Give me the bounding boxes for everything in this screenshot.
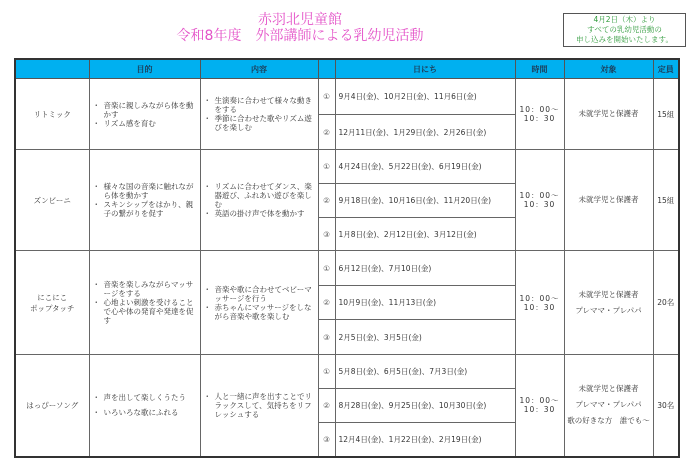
session-number: ③ — [318, 320, 335, 355]
session-number: ① — [318, 79, 335, 115]
content-item: ・ 音楽や歌に合わせてベビーマッサージを行う — [215, 285, 314, 303]
activity-name: はっぴーソング — [15, 355, 89, 457]
session-dates: 10月9日(金)、11月13日(金) — [335, 286, 515, 320]
table-row — [15, 355, 679, 389]
activity-name-line: にこにこ — [37, 292, 68, 302]
table-row — [15, 251, 679, 286]
session-dates: 9月18日(金)、10月16日(金)、11月20日(金) — [335, 184, 515, 218]
purpose-item: ・ いろいろな歌にふれる — [104, 408, 196, 417]
header-purpose: 目的 — [89, 59, 200, 79]
activity-content — [200, 79, 318, 150]
session-number: ① — [318, 355, 335, 389]
activity-content — [200, 355, 318, 457]
activity-target — [564, 79, 653, 150]
page-title: 令和8年度 外部講師による乳幼児活動 — [176, 28, 424, 44]
header-dates: 日にち — [335, 59, 515, 79]
table-row — [15, 150, 679, 184]
activity-content — [200, 251, 318, 355]
session-dates: 4月24日(金)、5月22日(金)、6月19日(金) — [335, 150, 515, 184]
header-content: 内容 — [200, 59, 318, 79]
time-end: 10：30 — [523, 302, 556, 312]
notice-line: すべての乳幼児活動の — [587, 25, 662, 34]
session-number: ① — [318, 251, 335, 286]
content-item: ・ 生演奏に合わせて様々な動きをする — [215, 96, 314, 114]
session-number: ② — [318, 184, 335, 218]
activity-name — [15, 251, 89, 355]
content-item: ・ 英語の掛け声で体を動かす — [215, 209, 314, 218]
activity-capacity: 15組 — [653, 150, 679, 251]
time-start: 10：00～ — [519, 396, 560, 406]
session-number: ① — [318, 150, 335, 184]
activity-capacity: 20名 — [653, 251, 679, 355]
schedule-table — [14, 58, 680, 458]
content-item: ・ 人と一緒に声を出すことでリラックスして、気持ちをリフレッシュする — [215, 392, 314, 419]
activity-name-line: ポップタッチ — [30, 303, 75, 313]
session-dates: 6月12日(金)、7月10日(金) — [335, 251, 515, 286]
target-line: 未就学児と保護者 — [578, 109, 639, 118]
activity-time — [515, 79, 564, 150]
purpose-item: ・ 様々な国の音楽に触れながら体を動かす — [104, 182, 196, 200]
target-line: 未就学児と保護者 — [578, 195, 639, 204]
activity-capacity: 15組 — [653, 79, 679, 150]
session-dates: 8月28日(金)、9月25日(金)、10月30日(金) — [335, 389, 515, 423]
target-line: 未就学児と保護者 — [578, 289, 639, 299]
time-end: 10：30 — [523, 114, 556, 123]
activity-purpose — [89, 150, 200, 251]
activity-name: ズンビーニ — [15, 150, 89, 251]
activity-purpose — [89, 251, 200, 355]
target-line: プレママ・プレパパ — [575, 400, 642, 410]
activity-capacity: 30名 — [653, 355, 679, 457]
session-number: ② — [318, 389, 335, 423]
activity-target — [564, 355, 653, 457]
target-line: 未就学児と保護者 — [578, 384, 639, 394]
session-number: ③ — [318, 423, 335, 457]
activity-time — [515, 251, 564, 355]
table-row — [15, 79, 679, 115]
session-number: ② — [318, 286, 335, 320]
activity-name: リトミック — [15, 79, 89, 150]
header-capacity: 定員 — [653, 59, 679, 79]
notice-line: 申し込みを開始いたします。 — [576, 35, 673, 44]
purpose-item: ・ 心地よい刺激を受けることで心や体の発育や発達を促す — [104, 298, 196, 325]
session-dates: 5月8日(金)、6月5日(金)、7月3日(金) — [335, 355, 515, 389]
session-dates: 2月5日(金)、3月5日(金) — [335, 320, 515, 355]
time-start: 10：00～ — [519, 191, 560, 200]
session-number: ③ — [318, 218, 335, 251]
header-time: 時間 — [515, 59, 564, 79]
session-number: ② — [318, 115, 335, 150]
time-start: 10：00～ — [519, 293, 560, 303]
purpose-item: ・ 音楽を楽しみながらマッサージをする — [104, 280, 196, 298]
time-end: 10：30 — [523, 200, 556, 209]
activity-time — [515, 150, 564, 251]
content-item: ・ 季節に合わせた歌やリズム遊びを楽しむ — [215, 114, 314, 132]
time-end: 10：30 — [523, 405, 556, 415]
activity-content — [200, 150, 318, 251]
header-name — [15, 59, 89, 79]
registration-notice — [563, 13, 686, 47]
session-dates: 1月8日(金)、2月12日(金)、3月12日(金) — [335, 218, 515, 251]
purpose-item: ・ スキンシップをはかり、親子の繋がりを促す — [104, 200, 196, 218]
activity-purpose — [89, 79, 200, 150]
time-start: 10：00～ — [519, 105, 560, 114]
purpose-item: ・ リズム感を育む — [104, 119, 196, 128]
table-header-row — [15, 59, 679, 79]
session-dates: 12月4日(金)、1月22日(金)、2月19日(金) — [335, 423, 515, 457]
header-target: 対象 — [564, 59, 653, 79]
content-item: ・ 赤ちゃんにマッサージをしながら音楽や歌を楽しむ — [215, 303, 314, 321]
session-dates: 12月11日(金)、1月29日(金)、2月26日(金) — [335, 115, 515, 150]
content-item: ・ リズムに合わせてダンス、楽器遊び、ふれあい遊びを楽しむ — [215, 182, 314, 209]
activity-target — [564, 251, 653, 355]
facility-title: 赤羽北児童館 — [258, 12, 342, 28]
session-dates: 9月4日(金)、10月2日(金)、11月6日(金) — [335, 79, 515, 115]
purpose-item: ・ 声を出して楽しくうたう — [104, 393, 196, 402]
activity-time — [515, 355, 564, 457]
notice-line: 4月2日（木）より — [593, 15, 656, 24]
target-line: プレママ・プレパパ — [575, 305, 642, 315]
target-line: 歌の好きな方 誰でも～ — [567, 416, 650, 426]
activity-target — [564, 150, 653, 251]
activity-purpose — [89, 355, 200, 457]
header-num — [318, 59, 335, 79]
purpose-item: ・ 音楽に親しみながら体を動かす — [104, 101, 196, 119]
